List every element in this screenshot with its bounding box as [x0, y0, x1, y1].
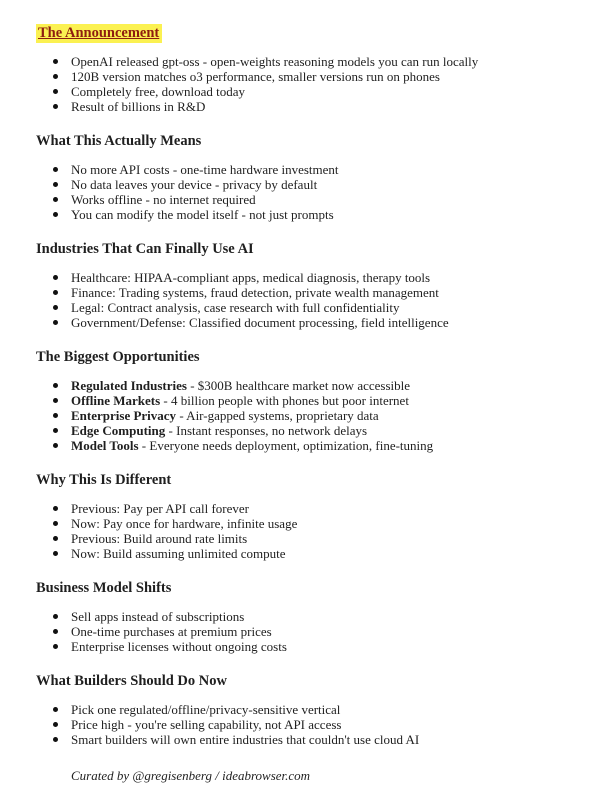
- bullet-content: [71, 624, 272, 639]
- bullet-list: [36, 501, 577, 561]
- footer-attribution: Curated by @gregisenberg / ideabrowser.com: [71, 768, 311, 783]
- bullet-item: [36, 285, 577, 300]
- bullet-dot-icon: [53, 506, 58, 511]
- bullet-item: [36, 378, 577, 393]
- bullet-content: [71, 639, 287, 654]
- section-title: What Builders Should Do Now: [36, 673, 227, 689]
- section-title: What This Actually Means: [36, 133, 202, 149]
- bullet-text: - Air-gapped systems, proprietary data: [179, 408, 379, 423]
- bullet-content: [71, 54, 478, 69]
- bullet-list: [36, 378, 577, 453]
- bullet-dot-icon: [53, 320, 58, 325]
- bullet-text: - $300B healthcare market now accessible: [190, 378, 411, 393]
- bullet-content: [71, 732, 419, 747]
- bullet-dot-icon: [53, 59, 58, 64]
- bullet-list: [36, 270, 577, 330]
- section-heading: [36, 472, 577, 488]
- bullet-text: Now: Pay once for hardware, infinite usage: [71, 516, 298, 531]
- bullet-term: Offline Markets: [71, 393, 164, 408]
- document-section: [36, 472, 577, 561]
- bullet-text: Works offline - no internet required: [71, 192, 256, 207]
- bullet-text: Previous: Pay per API call forever: [71, 501, 249, 516]
- bullet-dot-icon: [53, 629, 58, 634]
- bullet-dot-icon: [53, 197, 58, 202]
- bullet-dot-icon: [53, 383, 58, 388]
- section-heading: [36, 673, 577, 689]
- section-title: Industries That Can Finally Use AI: [36, 241, 254, 257]
- section-heading: [36, 25, 577, 41]
- bullet-item: [36, 408, 577, 423]
- bullet-dot-icon: [53, 722, 58, 727]
- bullet-text: Enterprise licenses without ongoing costs: [71, 639, 287, 654]
- bullet-text: Smart builders will own entire industries that couldn't use cloud AI: [71, 732, 420, 747]
- bullet-content: [71, 270, 430, 285]
- bullet-list: [36, 609, 577, 654]
- bullet-dot-icon: [53, 275, 58, 280]
- bullet-dot-icon: [53, 644, 58, 649]
- section-title: Business Model Shifts: [36, 580, 172, 596]
- bullet-text: Now: Build assuming unlimited compute: [71, 546, 286, 561]
- bullet-content: [71, 207, 334, 222]
- document-section: [36, 349, 577, 453]
- bullet-item: [36, 609, 577, 624]
- bullet-content: [71, 408, 379, 423]
- bullet-item: [36, 300, 577, 315]
- bullet-dot-icon: [53, 398, 58, 403]
- bullet-text: - Everyone needs deployment, optimization, fine-tuning: [141, 438, 434, 453]
- bullet-content: [71, 702, 340, 717]
- bullet-term: Model Tools: [71, 438, 142, 453]
- bullet-content: [71, 315, 449, 330]
- bullet-item: [36, 531, 577, 546]
- bullet-text: You can modify the model itself - not just prompts: [71, 207, 334, 222]
- bullet-text: Healthcare: HIPAA-compliant apps, medical diagnosis, therapy tools: [71, 270, 431, 285]
- bullet-dot-icon: [53, 521, 58, 526]
- bullet-dot-icon: [53, 536, 58, 541]
- section-heading: [36, 241, 577, 257]
- bullet-dot-icon: [53, 707, 58, 712]
- bullet-content: [71, 378, 410, 393]
- bullet-dot-icon: [53, 413, 58, 418]
- bullet-text: OpenAI released gpt-oss - open-weights reasoning models you can run locally: [71, 54, 479, 69]
- bullet-item: [36, 639, 577, 654]
- bullet-text: Pick one regulated/offline/privacy-sensitive vertical: [71, 702, 341, 717]
- document-section: [36, 241, 577, 330]
- bullet-item: [36, 270, 577, 285]
- bullet-dot-icon: [53, 167, 58, 172]
- bullet-content: [71, 285, 439, 300]
- bullet-text: No data leaves your device - privacy by default: [71, 177, 318, 192]
- bullet-list: [36, 702, 577, 747]
- bullet-item: [36, 702, 577, 717]
- bullet-text: Sell apps instead of subscriptions: [71, 609, 245, 624]
- bullet-dot-icon: [53, 212, 58, 217]
- bullet-content: [71, 99, 205, 114]
- bullet-text: - Instant responses, no network delays: [168, 423, 368, 438]
- bullet-dot-icon: [53, 89, 58, 94]
- section-title: The Biggest Opportunities: [36, 349, 200, 365]
- bullet-dot-icon: [53, 428, 58, 433]
- bullet-dot-icon: [53, 551, 58, 556]
- bullet-list: [36, 162, 577, 222]
- document-section: [36, 580, 577, 654]
- bullet-text: Legal: Contract analysis, case research with full confidentiality: [71, 300, 400, 315]
- bullet-content: [71, 717, 341, 732]
- bullet-item: [36, 69, 577, 84]
- section-heading: [36, 349, 577, 365]
- bullet-content: [71, 393, 409, 408]
- bullet-text: No more API costs - one-time hardware investment: [71, 162, 339, 177]
- bullet-text: Completely free, download today: [71, 84, 246, 99]
- bullet-dot-icon: [53, 614, 58, 619]
- bullet-text: One-time purchases at premium prices: [71, 624, 272, 639]
- bullet-content: [71, 546, 286, 561]
- bullet-content: [71, 192, 256, 207]
- bullet-text: Previous: Build around rate limits: [71, 531, 248, 546]
- bullet-content: [71, 177, 317, 192]
- bullet-item: [36, 207, 577, 222]
- bullet-content: [71, 609, 244, 624]
- bullet-item: [36, 84, 577, 99]
- document-section: [36, 673, 577, 747]
- section-heading: [36, 133, 577, 149]
- bullet-item: [36, 423, 577, 438]
- bullet-dot-icon: [53, 290, 58, 295]
- bullet-text: Price high - you're selling capability, not API access: [71, 717, 342, 732]
- bullet-text: 120B version matches o3 performance, smaller versions run on phones: [71, 69, 440, 84]
- bullet-item: [36, 624, 577, 639]
- bullet-content: [71, 531, 247, 546]
- bullet-item: [36, 501, 577, 516]
- bullet-content: [71, 501, 249, 516]
- bullet-term: Enterprise Privacy: [71, 408, 180, 423]
- bullet-text: Government/Defense: Classified document processing, field intelligence: [71, 315, 449, 330]
- bullet-item: [36, 732, 577, 747]
- bullet-text: Result of billions in R&D: [71, 99, 206, 114]
- bullet-text: Finance: Trading systems, fraud detection, private wealth management: [71, 285, 439, 300]
- bullet-content: [71, 84, 245, 99]
- bullet-dot-icon: [53, 74, 58, 79]
- document-section: [36, 25, 577, 114]
- bullet-item: [36, 177, 577, 192]
- bullet-item: [36, 99, 577, 114]
- bullet-content: [71, 516, 297, 531]
- bullet-item: [36, 162, 577, 177]
- section-title: Why This Is Different: [36, 472, 172, 488]
- bullet-content: [71, 300, 400, 315]
- bullet-item: [36, 54, 577, 69]
- bullet-item: [36, 546, 577, 561]
- bullet-dot-icon: [53, 182, 58, 187]
- document-body: [36, 25, 577, 747]
- bullet-dot-icon: [53, 737, 58, 742]
- bullet-item: [36, 717, 577, 732]
- bullet-text: - 4 billion people with phones but poor internet: [163, 393, 409, 408]
- bullet-item: [36, 315, 577, 330]
- bullet-item: [36, 438, 577, 453]
- bullet-item: [36, 192, 577, 207]
- bullet-item: [36, 516, 577, 531]
- bullet-dot-icon: [53, 305, 58, 310]
- bullet-content: [71, 438, 433, 453]
- bullet-dot-icon: [53, 443, 58, 448]
- bullet-dot-icon: [53, 104, 58, 109]
- bullet-list: [36, 54, 577, 114]
- bullet-content: [71, 69, 440, 84]
- document-section: [36, 133, 577, 222]
- bullet-item: [36, 393, 577, 408]
- section-heading: [36, 580, 577, 596]
- bullet-content: [71, 162, 339, 177]
- bullet-term: Regulated Industries: [71, 378, 191, 393]
- bullet-content: [71, 423, 367, 438]
- bullet-term: Edge Computing: [71, 423, 169, 438]
- section-title: The Announcement: [36, 24, 162, 43]
